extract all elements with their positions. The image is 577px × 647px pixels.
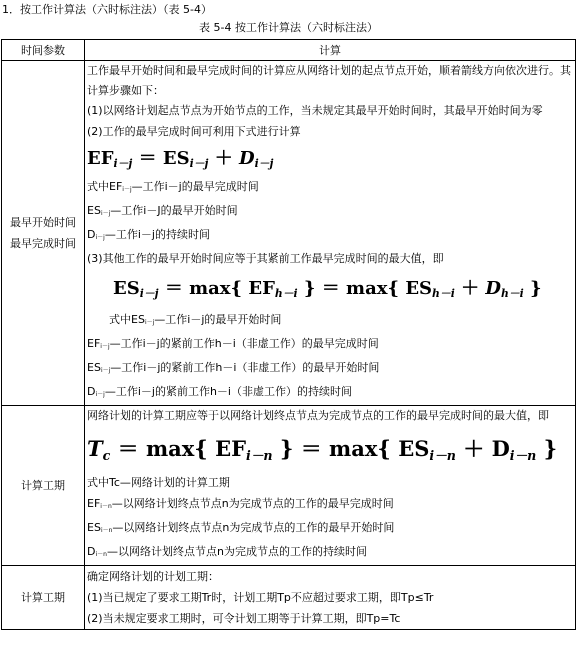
def2-ef: EFi－j—工作i－j的紧前工作h－i（非虚工作）的最早完成时间 <box>87 337 379 350</box>
def2-es: 式中ESi－j—工作i－j的最早开始时间 <box>109 313 282 326</box>
table-row <box>2 406 576 566</box>
row2-intro: 网络计划的计算工期应等于以网络计划终点节点为完成节点的工作的最早完成时间的最大值，即 <box>87 409 549 422</box>
row3-line2: (1)当已规定了要求工期Tr时，计划工期Tp不应超过要求工期，即Tp≤Tr <box>87 591 434 604</box>
formula-ef: $EF_{i-j} = ES_{i-j} + D_{i-j}$ <box>87 148 274 171</box>
row2-content <box>85 406 576 566</box>
label-earliest-start: 最早开始时间 <box>10 216 76 229</box>
def2-d: Di－j—工作i－j的紧前工作h－i（非虚工作）的持续时间 <box>87 385 352 398</box>
def-ef-in: EFi－n—以网络计划终点节点n为完成节点的工作的最早完成时间 <box>87 497 394 510</box>
def-es: ESi－j—工作i－J的最早开始时间 <box>87 204 238 217</box>
formula-tc: $T_c = \max${ $EF_{i-n}$ } ＝ max{ $ES_{i-n} + D_{i-n}$ } <box>87 436 558 463</box>
def-ef: 式中EFi－j—工作i－j的最早完成时间 <box>87 180 259 193</box>
formula-es-max: $ES_{i-j} = \max${ $EF_{h-i}$ } ＝ max{ $ES_{h-i} + D_{h-i}$ } <box>113 278 542 301</box>
row1-intro: 工作最早开始时间和最早完成时间的计算应从网络计划的起点节点开始，顺着箭线方向依次进行。其计算步骤如下： <box>87 64 571 97</box>
row3-label: 计算工期 <box>2 566 85 630</box>
row1-step2: (2)工作的最早完成时间可利用下式进行计算 <box>87 125 301 138</box>
label-earliest-finish: 最早完成时间 <box>10 237 76 250</box>
header-row <box>2 40 576 61</box>
def-d: Di－j—工作i－j的持续时间 <box>87 228 210 241</box>
def-es-in: ESi－n—以网络计划终点节点n为完成节点的工作的最早开始时间 <box>87 521 395 534</box>
def2-es-pred: ESi－j—工作i－j的紧前工作h－i（非虚工作）的最早开始时间 <box>87 361 380 374</box>
def-d-in: Di－n—以网络计划终点节点n为完成节点的工作的持续时间 <box>87 545 367 558</box>
row3-line1: 确定网络计划的计划工期： <box>87 570 219 583</box>
row3-line3: (2)当未规定要求工期时，可令计划工期等于计算工期，即Tp=Tc <box>87 612 401 625</box>
row1-step1: (1)以网络计划起点节点为开始节点的工作，当未规定其最早开始时间时，其最早开始时间为零 <box>87 104 543 117</box>
row1-label <box>2 61 85 406</box>
table-row <box>2 61 576 406</box>
row1-step3: (3)其他工作的最早开始时间应等于其紧前工作最早完成时间的最大值，即 <box>87 252 444 265</box>
row2-label: 计算工期 <box>2 406 85 566</box>
def-tc: 式中Tc—网络计划的计算工期 <box>87 476 230 489</box>
row1-content <box>85 61 576 406</box>
header-calc: 计算 <box>85 40 576 61</box>
calc-table <box>1 39 576 630</box>
section-heading: 1．按工作计算法（六时标注法）（表 5-4） <box>2 3 212 16</box>
table-row <box>2 566 576 630</box>
header-time-param: 时间参数 <box>2 40 85 61</box>
row3-content <box>85 566 576 630</box>
table-caption: 表 5-4 按工作计算法（六时标注法） <box>199 21 378 34</box>
